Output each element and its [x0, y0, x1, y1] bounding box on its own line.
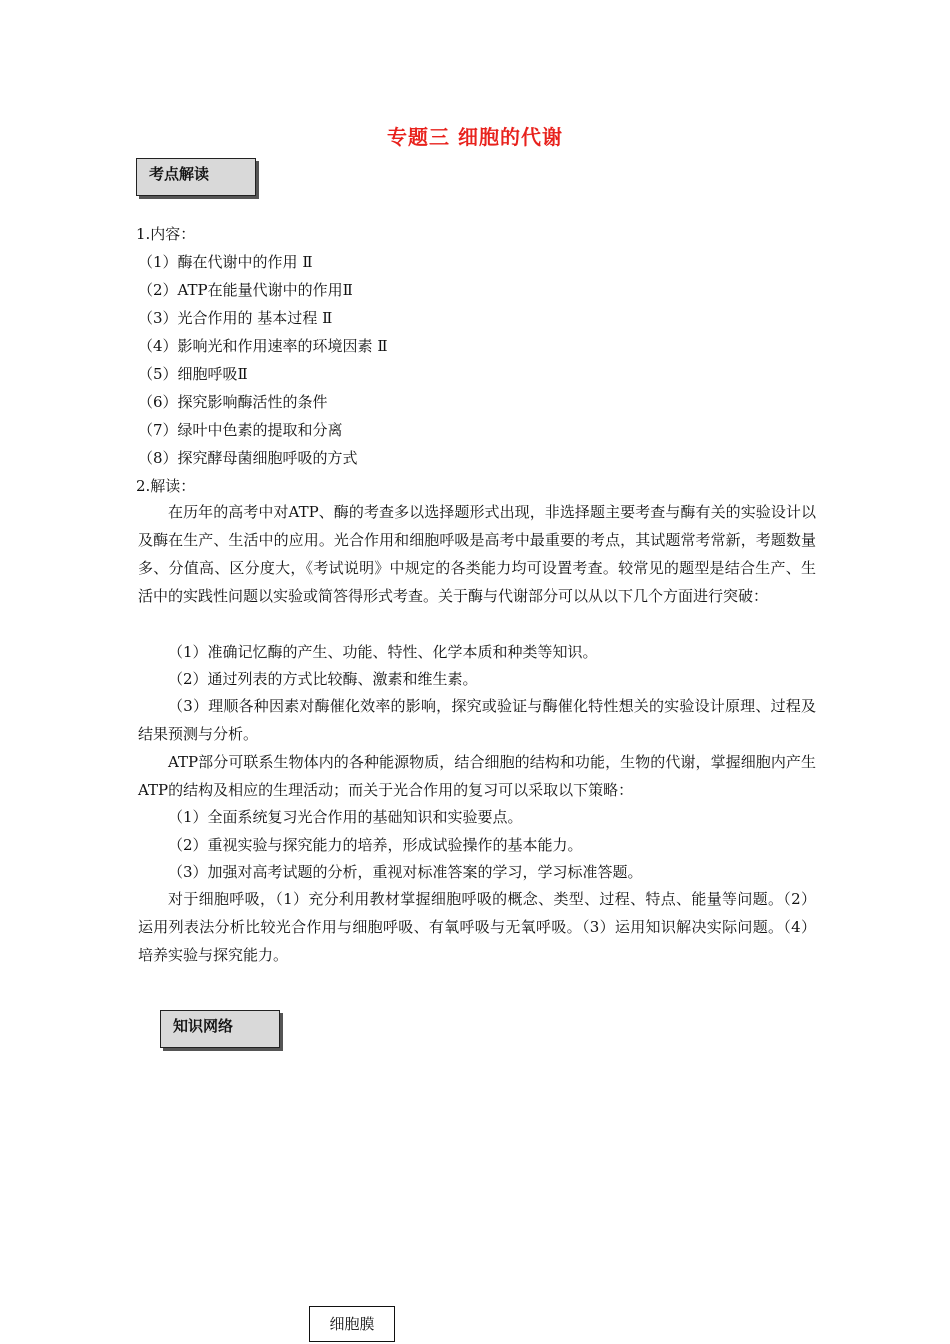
- content-item: （4）影响光和作用速率的环境因素 Ⅱ: [138, 337, 388, 355]
- paragraph-photosynthesis-point-1: （1）全面系统复习光合作用的基础知识和实验要点。: [168, 808, 523, 826]
- paragraph-enzyme-point-3: （3）理顺各种因素对酶催化效率的影响，探究或验证与酶催化特性想关的实验设计原理、过程及结果预测与分析。: [138, 697, 816, 743]
- paragraph-respiration: 对于细胞呼吸，（1）充分利用教材掌握细胞呼吸的概念、类型、过程、特点、能量等问题。（2）运用列表法分析比较光合作用与细胞呼吸、有氧呼吸与无氧呼吸。（3）运用知识解决实际问题。（4）培养实验与探究能力。: [138, 890, 816, 964]
- content-item: （3）光合作用的 基本过程 Ⅱ: [138, 309, 333, 327]
- paragraph-atp: ATP部分可联系生物体内的各种能源物质，结合细胞的结构和功能，生物的代谢，掌握细胞内产生ATP的结构及相应的生理活动；而关于光合作用的复习可以采取以下策略：: [138, 753, 816, 799]
- content-item: （1）酶在代谢中的作用 Ⅱ: [138, 253, 313, 271]
- content-item: （2）ATP在能量代谢中的作用Ⅱ: [138, 281, 353, 299]
- paragraph-photosynthesis-point-2: （2）重视实验与探究能力的培养，形成试验操作的基本能力。: [168, 836, 583, 854]
- content-item: （6）探究影响酶活性的条件: [138, 393, 328, 411]
- paragraph-photosynthesis-point-3: （3）加强对高考试题的分析，重视对标准答案的学习，学习标准答题。: [168, 863, 643, 881]
- paragraph-enzyme-point-2: （2）通过列表的方式比较酶、激素和维生素。: [168, 670, 478, 688]
- content-item: （5）细胞呼吸Ⅱ: [138, 365, 248, 383]
- paragraph-overview: 在历年的高考中对ATP、酶的考查多以选择题形式出现，非选择题主要考查与酶有关的实验设计以及酶在生产、生活中的应用。光合作用和细胞呼吸是高考中最重要的考点，其试题常考常新，考题数量多、分值高、区分度大，《考试说明》中规定的各类能力均可设置考查。较常见的题型是结合生产、生活中的实践性问题以实验或简答得形式考查。关于酶与代谢部分可以从以下几个方面进行突破：: [138, 503, 816, 605]
- diagram-node-cell-membrane: 细胞膜: [309, 1306, 395, 1342]
- content-item: （8）探究酵母菌细胞呼吸的方式: [138, 449, 358, 467]
- section-label-knowledge-network: 知识网络: [160, 1010, 280, 1048]
- page-title: 专题三 细胞的代谢: [387, 125, 563, 149]
- content-heading: 1.内容：: [136, 225, 196, 243]
- section-label-exam-points: 考点解读: [136, 158, 256, 196]
- interpret-heading: 2.解读：: [136, 477, 196, 495]
- content-item: （7）绿叶中色素的提取和分离: [138, 421, 343, 439]
- paragraph-enzyme-point-1: （1）准确记忆酶的产生、功能、特性、化学本质和种类等知识。: [168, 643, 598, 661]
